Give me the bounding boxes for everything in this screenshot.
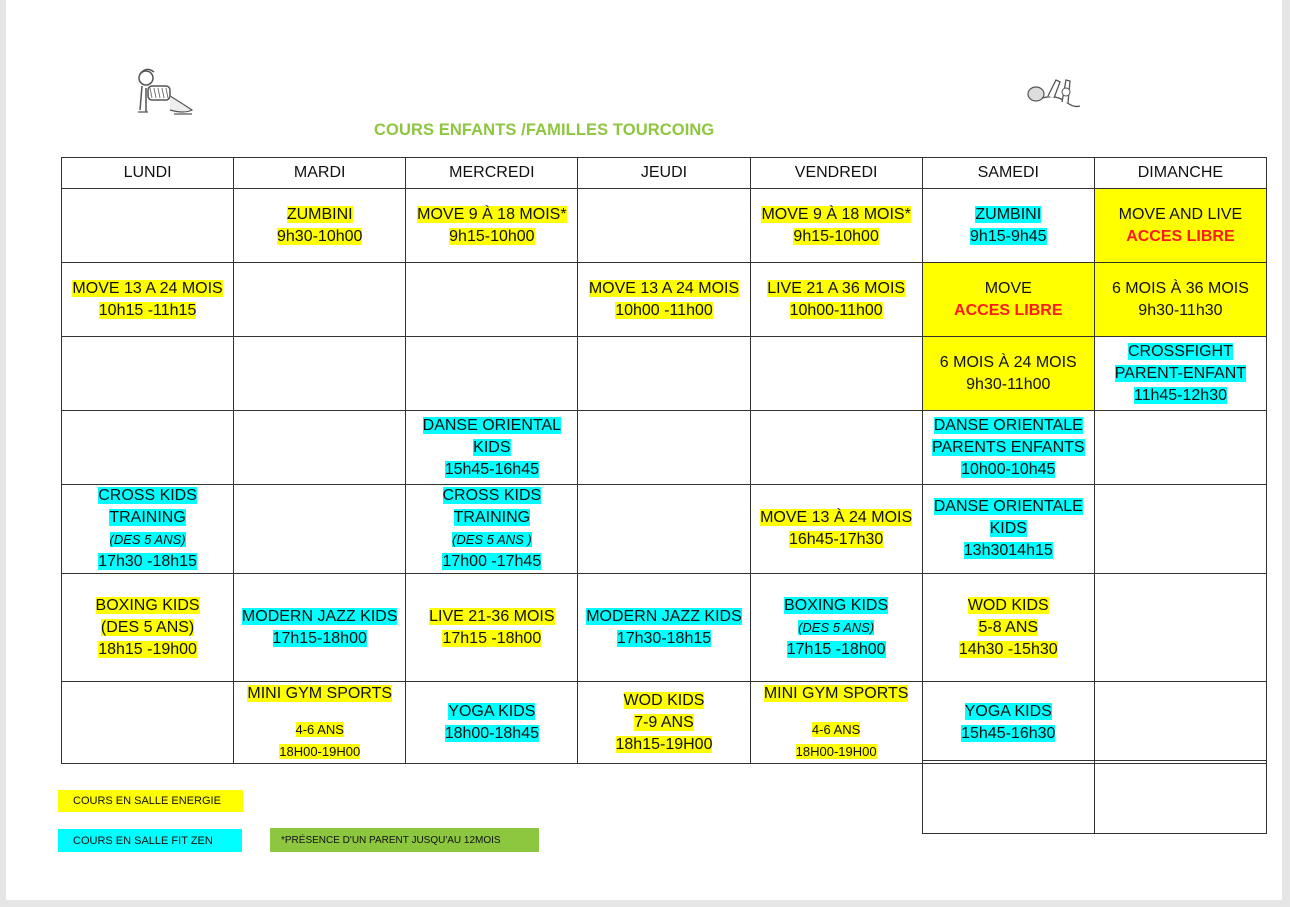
class-name: CROSS KIDS <box>442 487 542 504</box>
class-time: 17h15 -18h00 <box>786 640 886 658</box>
class-name: YOGA KIDS <box>448 702 536 720</box>
class-cell <box>922 263 1094 337</box>
empty-cell <box>62 682 234 764</box>
class-name: MODERN JAZZ KIDS <box>586 607 742 625</box>
empty-cell <box>234 411 406 485</box>
class-time: 18h00-18h45 <box>444 724 539 742</box>
class-time: 18H00-19H00 <box>279 743 361 759</box>
class-cell <box>750 485 922 574</box>
class-time: 18h15-19H00 <box>615 735 713 753</box>
class-cell <box>750 263 922 337</box>
empty-cell <box>1094 485 1266 574</box>
class-cell <box>922 574 1094 682</box>
class-cell <box>406 189 578 263</box>
empty-cell <box>578 189 750 263</box>
class-age: 4-6 ANS <box>295 721 344 737</box>
class-age: 7-9 ANS <box>634 713 694 731</box>
class-time: 16h45-17h30 <box>788 531 884 548</box>
class-cell <box>406 485 578 574</box>
class-cell <box>578 682 750 764</box>
day-header-samedi: SAMEDI <box>922 158 1094 189</box>
empty-cell <box>1095 761 1267 834</box>
class-cell <box>750 682 922 764</box>
class-cell <box>234 682 406 764</box>
class-cell <box>922 682 1094 764</box>
class-time: 10h00 -11h00 <box>615 301 713 319</box>
empty-cell <box>62 189 234 263</box>
class-cell <box>406 574 578 682</box>
class-time: 11h45-12h30 <box>1133 386 1227 404</box>
class-name: DANSE ORIENTALE <box>933 498 1083 515</box>
class-age: (DES 5 ANS) <box>798 619 875 635</box>
table-row <box>62 574 1267 682</box>
empty-cell <box>234 485 406 574</box>
class-name: KIDS <box>473 438 511 456</box>
class-cell <box>578 263 750 337</box>
class-name: CROSS KIDS <box>98 487 197 504</box>
class-name: MOVE 13 À 24 MOIS <box>760 509 913 526</box>
empty-cell <box>1094 411 1266 485</box>
table-row <box>62 189 1267 263</box>
class-time: 10h15 -11h15 <box>98 301 197 319</box>
class-time: 9h30-11h30 <box>1138 301 1223 319</box>
class-cell <box>750 574 922 682</box>
empty-cell <box>578 411 750 485</box>
empty-cell <box>406 337 578 411</box>
table-row <box>62 411 1267 485</box>
empty-cell <box>578 485 750 574</box>
class-time: 17h30-18h15 <box>616 629 712 647</box>
class-cell <box>578 574 750 682</box>
class-name: MOVE 13 A 24 MOIS <box>588 279 740 297</box>
class-name: LIVE 21 A 36 MOIS <box>767 279 906 297</box>
class-time: 14h30 -15h30 <box>958 640 1058 658</box>
class-name: MODERN JAZZ KIDS <box>241 607 398 625</box>
class-name: MOVE 9 À 18 MOIS* <box>761 205 911 223</box>
class-cell <box>234 574 406 682</box>
baby-lying-icon <box>1026 72 1082 112</box>
class-name: MINI GYM SPORTS <box>763 684 909 702</box>
class-time: 17h00 -17h45 <box>442 553 542 570</box>
class-time: 9h15-9h45 <box>970 227 1047 245</box>
class-time: 15h45-16h45 <box>444 460 539 478</box>
class-name: TRAINING <box>109 509 186 526</box>
class-cell <box>62 485 234 574</box>
class-age: (DES 5 ANS ) <box>452 532 532 547</box>
class-time: 17h15 -18h00 <box>442 629 542 647</box>
empty-cell <box>1094 682 1266 764</box>
empty-cell <box>406 263 578 337</box>
empty-cell <box>923 761 1095 834</box>
class-name: WOD KIDS <box>623 691 705 709</box>
class-cell <box>62 263 234 337</box>
class-name: BOXING KIDS <box>95 596 200 614</box>
class-cell <box>1094 263 1266 337</box>
class-name: ZUMBINI <box>975 205 1042 223</box>
child-crawling-icon <box>132 66 196 120</box>
class-time: 9h30-10h00 <box>277 227 363 245</box>
class-time: 9h30-11h00 <box>966 375 1051 393</box>
empty-cell <box>750 337 922 411</box>
class-cell <box>922 189 1094 263</box>
class-cell <box>62 574 234 682</box>
day-header-dimanche: DIMANCHE <box>1094 158 1266 189</box>
day-header-lundi: LUNDI <box>62 158 234 189</box>
class-time: 13h3014h15 <box>963 542 1053 559</box>
class-cell <box>1094 189 1266 263</box>
class-cell <box>750 189 922 263</box>
table-row <box>62 263 1267 337</box>
class-name: WOD KIDS <box>967 596 1049 614</box>
empty-cell <box>234 337 406 411</box>
class-age: (DES 5 ANS) <box>109 532 186 547</box>
table-row <box>62 682 1267 764</box>
class-name: MOVE 13 A 24 MOIS <box>72 279 223 297</box>
page-title: COURS ENFANTS /FAMILLES TOURCOING <box>374 121 715 139</box>
class-name: DANSE ORIENTAL <box>422 416 562 434</box>
empty-cell <box>578 337 750 411</box>
legend-parent-note: *PRÉSENCE D'UN PARENT JUSQU'AU 12MOIS <box>270 828 539 852</box>
class-name: LIVE 21-36 MOIS <box>429 607 555 625</box>
class-time: 9h15-10h00 <box>793 227 879 245</box>
class-name: DANSE ORIENTALE <box>933 416 1083 434</box>
empty-cell <box>62 411 234 485</box>
class-cell <box>406 682 578 764</box>
class-name: TRAINING <box>453 509 531 526</box>
class-time: 18H00-19H00 <box>795 743 877 759</box>
class-name: MOVE 9 À 18 MOIS* <box>417 205 567 223</box>
legend-energie: COURS EN SALLE ENERGIE <box>58 790 243 812</box>
acces-libre-label: ACCES LIBRE <box>1126 227 1235 245</box>
day-header-mardi: MARDI <box>234 158 406 189</box>
class-name: ZUMBINI <box>286 205 353 223</box>
class-name: PARENTS ENFANTS <box>931 438 1085 456</box>
class-name: BOXING KIDS <box>784 596 889 614</box>
table-row <box>62 485 1267 574</box>
table-row <box>62 337 1267 411</box>
class-age: 4-6 ANS <box>811 721 861 737</box>
class-name: PARENT-ENFANT <box>1114 364 1247 382</box>
class-name: MINI GYM SPORTS <box>247 684 393 702</box>
class-time: 18h15 -19h00 <box>98 640 197 658</box>
acces-libre-label: ACCES LIBRE <box>954 301 1063 319</box>
extra-empty-cells <box>922 760 1267 834</box>
class-time: 17h30 -18h15 <box>98 553 197 570</box>
empty-cell <box>1094 574 1266 682</box>
schedule-table <box>61 157 1267 764</box>
class-time: 9h15-10h00 <box>449 227 535 245</box>
class-time: 10h00-11h00 <box>789 301 883 319</box>
header-row <box>62 158 1267 189</box>
class-cell <box>922 337 1094 411</box>
class-name: 6 MOIS À 24 MOIS <box>939 353 1077 371</box>
empty-cell <box>234 263 406 337</box>
class-time: 15h45-16h30 <box>961 724 1056 742</box>
legend-fitzen: COURS EN SALLE FIT ZEN <box>58 829 242 852</box>
class-name: KIDS <box>989 520 1027 537</box>
class-cell <box>922 485 1094 574</box>
empty-cell <box>62 337 234 411</box>
day-header-jeudi: JEUDI <box>578 158 750 189</box>
class-name: 6 MOIS À 36 MOIS <box>1111 279 1249 297</box>
class-cell <box>234 189 406 263</box>
class-name: MOVE AND LIVE <box>1118 205 1243 223</box>
class-cell <box>406 411 578 485</box>
day-header-mercredi: MERCREDI <box>406 158 578 189</box>
class-name: CROSSFIGHT <box>1127 342 1233 360</box>
class-time: 17h15-18h00 <box>272 629 367 647</box>
class-name: YOGA KIDS <box>964 702 1052 720</box>
day-header-vendredi: VENDREDI <box>750 158 922 189</box>
class-cell <box>922 411 1094 485</box>
class-time: 10h00-10h45 <box>961 460 1056 478</box>
class-age: (DES 5 ANS) <box>100 618 195 636</box>
empty-cell <box>750 411 922 485</box>
class-cell <box>1094 337 1266 411</box>
class-name: MOVE <box>984 279 1032 297</box>
class-age: 5-8 ANS <box>978 618 1039 636</box>
